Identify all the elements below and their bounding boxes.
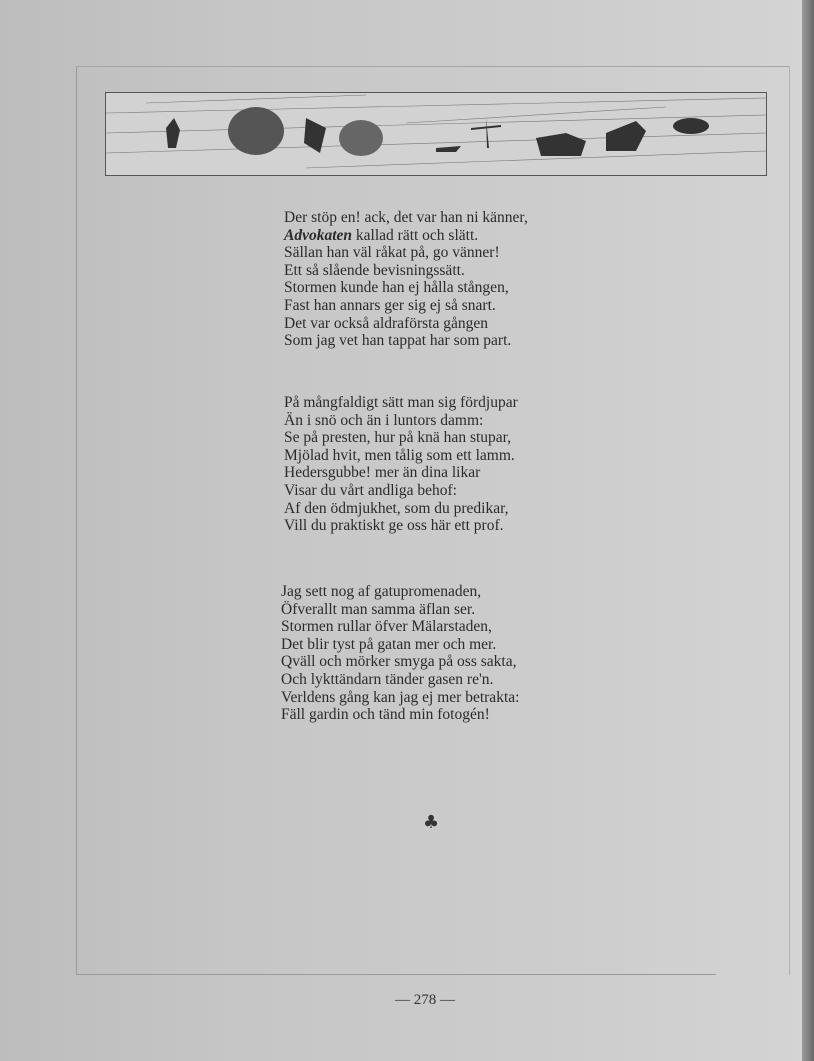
verse-line-rest: kallad rätt och slätt. bbox=[352, 226, 479, 244]
verse-line: Af den ödmjukhet, som du predikar, bbox=[284, 499, 509, 517]
italic-name: Advokaten bbox=[284, 226, 353, 244]
verse-line: Fast han annars ger sig ej så snart. bbox=[284, 296, 496, 314]
verse-line: På mångfaldigt sätt man sig fördjupar bbox=[284, 394, 518, 411]
verse-line: Verldens gång kan jag ej mer betrakta: bbox=[281, 688, 520, 706]
verse-line: Som jag vet han tappat har som part. bbox=[284, 332, 512, 350]
verse-line: Qväll och mörker smyga på oss sakta, bbox=[281, 653, 517, 671]
verse-line: Ett så slående bevisningssätt. bbox=[284, 261, 465, 279]
verse-line: Stormen rullar öfver Mälarstaden, bbox=[281, 618, 492, 636]
verse-line: Öfverallt man samma äflan ser. bbox=[281, 600, 476, 618]
verse-line: Der stöp en! ack, det var han ni känner, bbox=[284, 209, 528, 226]
verse-line: Visar du vårt andliga behof: bbox=[284, 481, 457, 499]
verse-line: Vill du praktiskt ge oss här ett prof. bbox=[284, 517, 504, 535]
verse-line bbox=[284, 227, 528, 245]
verse-line: Det blir tyst på gatan mer och mer. bbox=[281, 635, 497, 653]
verse-line: Jag sett nog af gatupromenaden, bbox=[281, 583, 482, 600]
stanza-3 bbox=[281, 583, 519, 724]
verse-line: Se på presten, hur på knä han stupar, bbox=[284, 429, 512, 447]
stanza-1 bbox=[284, 209, 528, 350]
verse-line: Det var också aldraförsta gången bbox=[284, 314, 488, 332]
verse-line: Hedersgubbe! mer än dina likar bbox=[284, 464, 481, 482]
page-number: — 278 — bbox=[395, 992, 455, 1008]
verse-line: Och lykttändarn tänder gasen re'n. bbox=[281, 670, 494, 688]
header-illustration bbox=[105, 92, 767, 176]
club-ornament-icon: ♣ bbox=[423, 812, 440, 833]
verse-line: Sällan han väl råkat på, go vänner! bbox=[284, 244, 500, 262]
verse-line: Än i snö och än i luntors damm: bbox=[284, 411, 484, 429]
scan-edge bbox=[802, 0, 814, 1061]
verse-line: Stormen kunde han ej hålla stången, bbox=[284, 279, 509, 297]
verse-line: Mjölad hvit, men tålig som ett lamm. bbox=[284, 446, 515, 464]
bottom-rule bbox=[76, 974, 716, 975]
stanza-2 bbox=[284, 394, 518, 535]
verse-line: Fäll gardin och tänd min fotogén! bbox=[281, 706, 490, 724]
